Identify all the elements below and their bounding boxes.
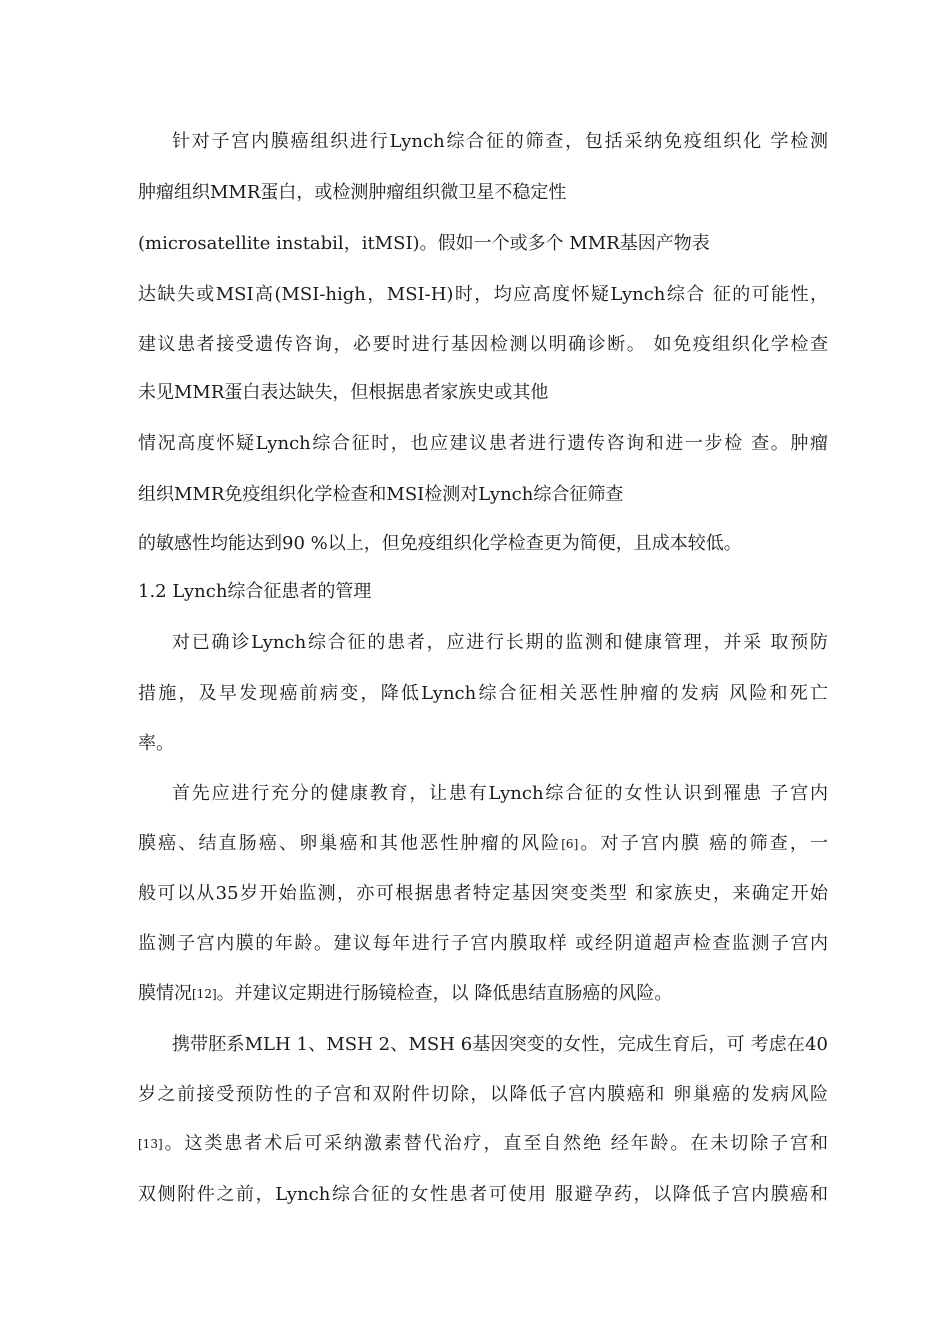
line-text: 。并建议定期进行肠镜检查，以 降低患结直肠癌的风险。 bbox=[216, 983, 673, 1004]
paragraph-line: 般可以从35岁开始监测，亦可根据患者特定基因突变类型 和家族史，来确定开始 bbox=[138, 883, 828, 904]
paragraph-line: 措施，及早发现癌前病变，降低Lynch综合征相关恶性肿瘤的发病 风险和死亡 bbox=[138, 683, 828, 704]
paragraph-line: 肿瘤组织MMR蛋白，或检测肿瘤组织微卫星不稳定性 bbox=[138, 182, 567, 203]
paragraph-line: 情况高度怀疑Lynch综合征时，也应建议患者进行遗传咨询和进一步检 查。肿瘤 bbox=[138, 433, 828, 454]
paragraph-line: 的敏感性均能达到90 %以上，但免疫组织化学检查更为简便，且成本较低。 bbox=[138, 533, 742, 554]
paragraph-line: 岁之前接受预防性的子宫和双附件切除，以降低子宫内膜癌和 卵巢癌的发病风险 bbox=[138, 1084, 828, 1105]
line-text: 。这类患者术后可采纳激素替代治疗，直至自然绝 经年龄。在未切除子宫和 bbox=[162, 1133, 828, 1154]
paragraph-line: 监测子宫内膜的年龄。建议每年进行子宫内膜取样 或经阴道超声检查监测子宫内 bbox=[138, 933, 828, 954]
paragraph-line: 建议患者接受遗传咨询，必要时进行基因检测以明确诊断。 如免疫组织化学检查 bbox=[138, 334, 828, 355]
paragraph-line: 组织MMR免疫组织化学检查和MSI检测对Lynch综合征筛查 bbox=[138, 484, 624, 505]
paragraph-line: 达缺失或MSI高(MSI-high，MSI-H)时，均应高度怀疑Lynch综合 征的可能性， bbox=[138, 284, 828, 305]
paragraph-line: 未见MMR蛋白表达缺失，但根据患者家族史或其他 bbox=[138, 382, 549, 403]
citation-ref: [12] bbox=[192, 987, 217, 1001]
paragraph-line bbox=[138, 832, 828, 856]
paragraph-line bbox=[138, 982, 828, 1006]
section-heading: 1.2 Lynch综合征患者的管理 bbox=[138, 581, 372, 602]
paragraph-line: 率。 bbox=[138, 733, 174, 754]
citation-ref: [6] bbox=[561, 837, 579, 851]
line-text: 膜癌、结直肠癌、卵巢癌和其他恶性肿瘤的风险 bbox=[138, 833, 562, 854]
paragraph-line: 对已确诊Lynch综合征的患者，应进行长期的监测和健康管理，并采 取预防 bbox=[172, 632, 828, 653]
line-text: 膜情况 bbox=[138, 983, 192, 1004]
paragraph-line: (microsatellite instabil，itMSI)。假如一个或多个 MMR基因产物表 bbox=[138, 233, 710, 254]
citation-ref: [13] bbox=[138, 1137, 163, 1151]
paragraph-line bbox=[138, 1132, 828, 1156]
line-text: 。对子宫内膜 癌的筛查，一 bbox=[578, 833, 828, 854]
paragraph-line: 首先应进行充分的健康教育，让患有Lynch综合征的女性认识到罹患 子宫内 bbox=[172, 783, 828, 804]
paragraph-line: 携带胚系MLH 1、MSH 2、MSH 6基因突变的女性，完成生育后，可 考虑在40 bbox=[172, 1034, 828, 1055]
paragraph-line: 针对子宫内膜癌组织进行Lynch综合征的筛查，包括采纳免疫组织化 学检测 bbox=[172, 131, 828, 152]
paragraph-line: 双侧附件之前，Lynch综合征的女性患者可使用 服避孕药，以降低子宫内膜癌和 bbox=[138, 1184, 828, 1205]
